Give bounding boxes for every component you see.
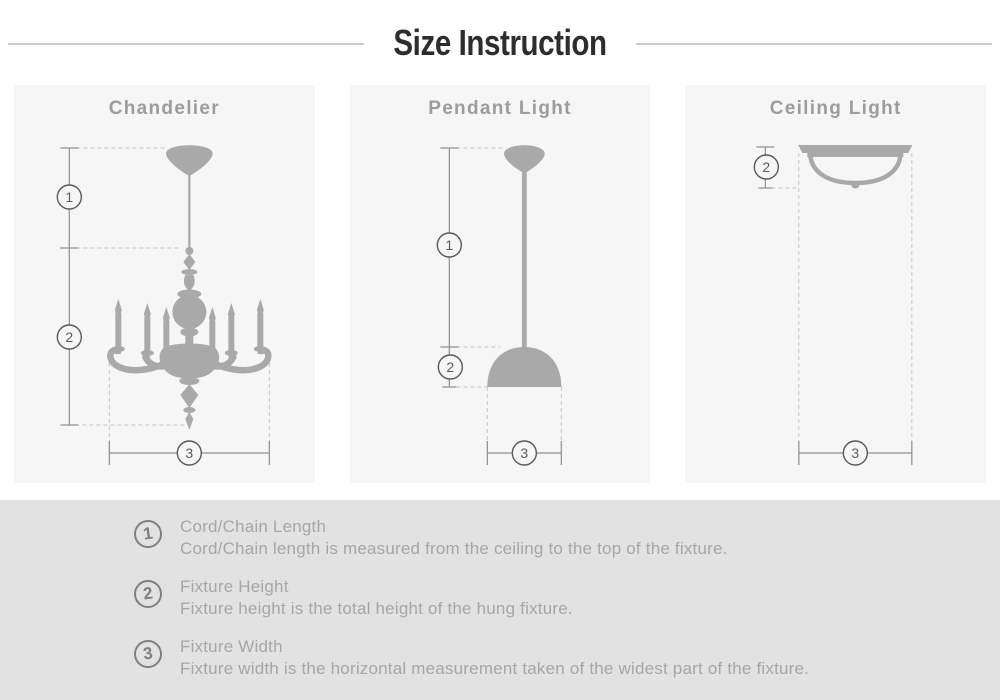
divider-left — [8, 43, 364, 45]
marker-2-fixture-height — [57, 325, 81, 349]
legend-title: Fixture Width — [180, 637, 283, 656]
ceiling-light-diagram — [685, 85, 986, 483]
panel-ceiling-light — [685, 85, 986, 483]
pendant-silhouette — [487, 145, 561, 387]
ceiling-light-silhouette — [799, 145, 913, 189]
svg-text:2: 2 — [446, 359, 454, 375]
pendant-dimension-line — [440, 148, 561, 465]
panel-chandelier — [14, 85, 315, 483]
svg-text:3: 3 — [851, 445, 860, 461]
pendant-light-diagram — [350, 85, 651, 483]
chandelier-diagram — [14, 85, 315, 483]
ceiling-projection-lines — [772, 153, 913, 465]
panel-title-ceiling-light: Ceiling Light — [769, 98, 902, 119]
ceiling-dimension-line — [757, 147, 913, 465]
svg-text:3: 3 — [185, 445, 194, 461]
svg-text:2: 2 — [65, 329, 74, 345]
marker-2-fixture-height — [755, 155, 779, 179]
legend — [0, 500, 1000, 700]
panel-title-pendant-light: Pendant Light — [428, 98, 572, 119]
legend-number-3-icon: 3 — [132, 638, 164, 670]
header — [0, 0, 1000, 85]
legend-description: Fixture height is the total height of the hung fixture. — [180, 598, 573, 618]
divider-right — [636, 43, 992, 45]
marker-1-cord-length — [437, 233, 461, 257]
legend-description: Fixture width is the horizontal measurement taken of the widest part of the fixture. — [180, 658, 810, 678]
panels-row — [14, 85, 986, 483]
pendant-projection-lines — [456, 148, 561, 465]
legend-number-1-icon: 1 — [132, 518, 164, 550]
panel-title-chandelier: Chandelier — [108, 98, 220, 119]
svg-text:3: 3 — [520, 445, 528, 461]
chandelier-dimension-line — [60, 148, 269, 465]
legend-title: Fixture Height — [180, 577, 289, 596]
legend-description: Cord/Chain length is measured from the ceiling to the top of the fixture. — [180, 538, 728, 558]
marker-3-fixture-width — [844, 441, 868, 465]
panel-pendant-light — [350, 85, 651, 483]
marker-2-fixture-height — [438, 355, 462, 379]
svg-text:1: 1 — [445, 237, 453, 253]
marker-3-fixture-width — [512, 441, 536, 465]
marker-3-fixture-width — [177, 441, 201, 465]
legend-item-cord-chain-length — [134, 516, 1000, 559]
marker-1-cord-length — [57, 185, 81, 209]
svg-text:2: 2 — [762, 159, 771, 175]
legend-item-fixture-height — [134, 576, 1000, 619]
legend-title: Cord/Chain Length — [180, 517, 327, 536]
chandelier-silhouette — [110, 145, 268, 430]
svg-text:1: 1 — [65, 189, 74, 205]
legend-item-fixture-width — [134, 636, 1000, 679]
chandelier-projection-lines — [61, 148, 269, 465]
legend-number-2-icon: 2 — [132, 578, 164, 610]
page-title: Size Instruction — [393, 21, 607, 63]
